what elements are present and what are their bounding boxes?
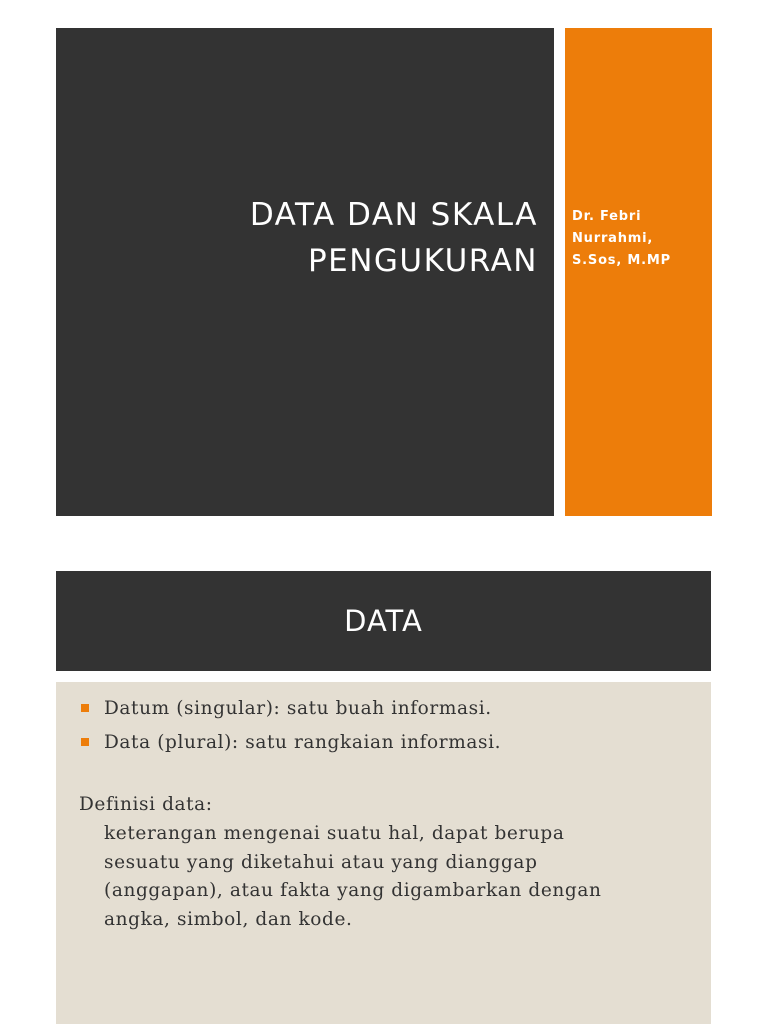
square-bullet-icon [81, 738, 89, 746]
definition-line-3: (anggapan), atau fakta yang digambarkan dengan [104, 880, 602, 901]
bullet-text: Data (plural): satu rangkaian informasi. [104, 732, 502, 753]
author-name [572, 206, 671, 272]
content-slide-body [56, 682, 711, 1024]
definition-label: Definisi data: [79, 794, 213, 815]
definition-line-1: keterangan mengenai suatu hal, dapat berupa [104, 823, 565, 844]
slide-title-line-1: DATA DAN SKALA [249, 197, 538, 233]
square-bullet-icon [81, 704, 89, 712]
bullet-list [80, 692, 501, 760]
author-line-1: Dr. Febri [572, 209, 642, 224]
title-slide-panel [56, 28, 554, 516]
slide-title [250, 192, 538, 284]
bullet-item [80, 726, 501, 760]
definition-text [104, 820, 694, 934]
slide-title-line-2: PENGUKURAN [307, 243, 538, 279]
bullet-item [80, 692, 501, 726]
author-panel [565, 28, 712, 516]
content-slide-title: DATA [344, 604, 423, 638]
bullet-text: Datum (singular): satu buah informasi. [104, 698, 492, 719]
definition-line-2: sesuatu yang diketahui atau yang dianggap [104, 851, 538, 873]
author-line-2: Nurrahmi, [572, 231, 654, 246]
author-line-3: S.Sos, M.MP [572, 253, 671, 268]
content-slide-header [56, 571, 711, 671]
definition-line-4: angka, simbol, dan kode. [104, 908, 353, 930]
